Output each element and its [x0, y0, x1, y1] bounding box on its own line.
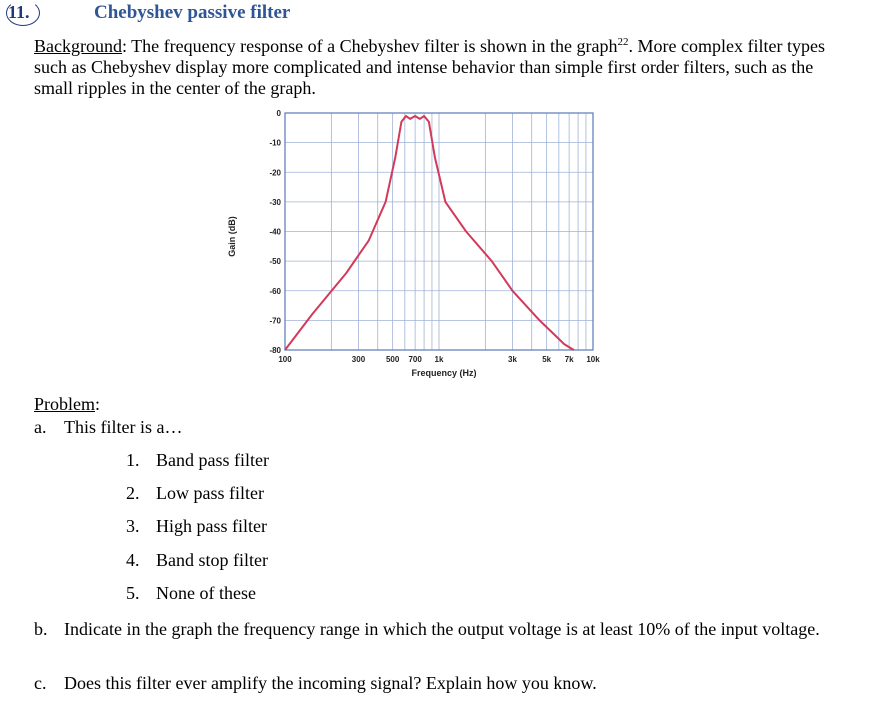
question-b: [34, 618, 834, 640]
x-tick-label: 3k: [508, 355, 517, 364]
background-text-2: . More complex filter types such as Chebyshev display more complicated and intense behavior than simple first order filters, such as the small ripples in the center of the graph.: [34, 36, 825, 98]
series-line: [285, 116, 574, 350]
question-a-label: a.: [34, 417, 47, 437]
background-label: Background: [34, 36, 122, 56]
x-tick-label: 10k: [586, 355, 600, 364]
y-tick-label: -70: [269, 316, 281, 326]
x-tick-label: 500: [385, 355, 400, 364]
y-tick-label: -80: [269, 346, 281, 355]
y-tick-label: -20: [269, 168, 281, 178]
problem-number: 11.: [8, 2, 30, 22]
x-tick-label: 100: [278, 355, 292, 364]
option-2: 2. Low pass filter: [126, 483, 264, 503]
frequency-response-chart: [215, 104, 615, 394]
option-3-text: High pass filter: [156, 516, 267, 536]
x-tick-label: 700: [408, 355, 422, 364]
option-1-text: Band pass filter: [156, 450, 269, 470]
option-4-text: Band stop filter: [156, 550, 268, 570]
y-tick-label: -40: [269, 227, 281, 237]
option-1: 1. Band pass filter: [126, 450, 269, 470]
problem-label: Problem:: [34, 394, 101, 414]
x-axis-label: Frequency (Hz): [411, 368, 477, 378]
option-2-text: Low pass filter: [156, 483, 264, 503]
background-paragraph: [34, 36, 834, 99]
y-tick-label: 0: [276, 109, 281, 118]
y-tick-label: -10: [269, 138, 281, 148]
y-axis-label: Gain (dB): [227, 216, 237, 257]
x-tick-label: 5k: [542, 355, 552, 364]
question-c: [34, 673, 597, 694]
question-a-text: This filter is a…: [64, 417, 183, 437]
option-5-text: None of these: [156, 583, 256, 603]
y-tick-label: -30: [269, 197, 281, 207]
option-5: 5. None of these: [126, 583, 256, 603]
problem-title: Chebyshev passive filter: [94, 2, 291, 23]
x-tick-label: 300: [351, 355, 366, 364]
option-4: 4. Band stop filter: [126, 550, 268, 570]
question-b-label: b.: [34, 619, 48, 639]
problem-header: [4, 0, 404, 30]
question-a: [34, 417, 182, 438]
y-tick-label: -50: [269, 257, 281, 267]
option-3: 3. High pass filter: [126, 516, 267, 536]
question-b-text: Indicate in the graph the frequency range in which the output voltage is at least 10% of the input voltage.: [64, 619, 820, 639]
background-text-1: : The frequency response of a Chebyshev filter is shown in the graph: [121, 36, 618, 56]
x-tick-label: 7k: [564, 355, 574, 364]
x-tick-label: 1k: [434, 355, 444, 364]
question-c-text: Does this filter ever amplify the incoming signal? Explain how you know.: [64, 673, 597, 693]
y-tick-label: -60: [269, 286, 281, 296]
question-c-label: c.: [34, 673, 47, 693]
footnote-ref: 22: [617, 36, 629, 48]
